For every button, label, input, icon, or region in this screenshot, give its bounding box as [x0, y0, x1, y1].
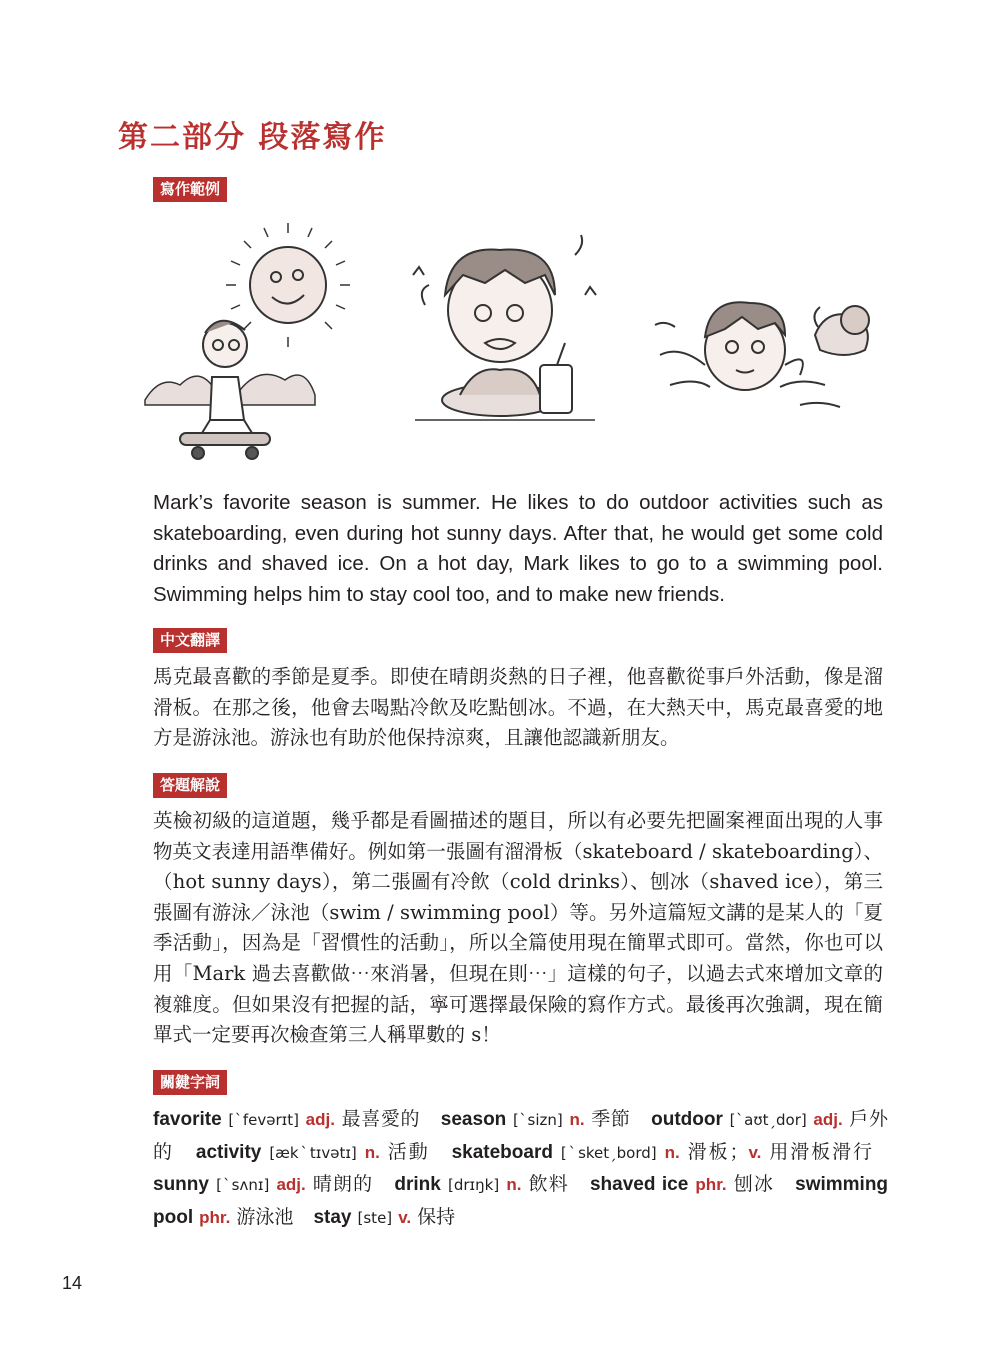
vocab-pos: n. [364, 1142, 380, 1162]
chinese-translation: 馬克最喜歡的季節是夏季。即使在晴朗炎熱的日子裡，他喜歡從事戶外活動，像是溜滑板。在那之後，他會去喝點冷飲及吃點刨冰。不過，在大熱天中，馬克最喜愛的地方是游泳池。游泳也有助於他保持涼爽，且讓他認識新朋友。 [153, 665, 883, 750]
vocab-word: sunny [153, 1174, 209, 1196]
vocab-meaning: 保持 [417, 1206, 456, 1229]
vocab-phonetic: [drɪŋk] [448, 1176, 500, 1195]
section-title: 第二部分 段落寫作 [118, 120, 387, 155]
vocab-meaning: 滑板； [687, 1140, 749, 1163]
vocab-word: stay [313, 1207, 352, 1229]
vocab-pos: phr. [199, 1208, 231, 1228]
vocab-meaning: 飲料 [528, 1173, 569, 1196]
vocab-pos-secondary: v. [748, 1142, 762, 1162]
explanation-paragraph: 英檢初級的這道題，幾乎都是看圖描述的題目，所以有必要先把圖案裡面出現的人事物英文表達用語準備好。例如第一張圖有溜滑板（skateboard / skateboarding）、（hot sunny days），第二張圖有冷飲（cold drinks）、刨冰（shaved ice），第三張圖有游泳／泳池（swim / swimming pool）等。另外這篇短文講的是某人的「夏季活動」，因為是「習慣性的活動」，所以全篇使用現在簡單式即可。當然，你也可以用「Mark 過去喜歡做⋯來消暑，但現在則⋯」這樣的句子，以過去式來增加文章的複雜度。但如果沒有把握的話，寧可選擇最保險的寫作方式。最後再次強調，現在簡單式一定要再次檢查第三人稱單數的 s！ [153, 809, 883, 1047]
vocab-entry [452, 1141, 874, 1163]
vocab-entry [313, 1206, 455, 1228]
illustration-skateboarding [140, 215, 355, 470]
vocab-meaning: 活動 [387, 1140, 430, 1163]
vocab-word: activity [195, 1141, 262, 1163]
vocab-word: swimming pool [153, 1174, 889, 1229]
illustration-swimming [650, 215, 880, 415]
vocab-pos: v. [398, 1208, 412, 1228]
vocab-phonetic: [ˋsizn] [512, 1111, 563, 1129]
vocab-pos: n. [506, 1175, 522, 1195]
vocab-word: skateboard [451, 1141, 553, 1163]
vocab-entry [196, 1141, 438, 1163]
vocab-pos: adj. [813, 1110, 843, 1129]
vocabulary-list [153, 1104, 888, 1235]
vocab-word: favorite [153, 1109, 222, 1130]
vocab-pos: adj. [305, 1110, 335, 1129]
vocab-entry [153, 1108, 427, 1130]
vocab-meaning: 季節 [591, 1108, 631, 1130]
english-paragraph: Mark’s favorite season is summer. He likes to do outdoor activities such as skateboarding, even during hot sunny days. After that, he would get some cold drinks and shaved ice. On a hot day, Mark likes to go to a swimming pool. Swimming helps him to stay cool too, and to make new friends. [153, 491, 883, 607]
label-chinese-translation: 中文翻譯 [153, 628, 227, 653]
vocab-meaning: 刨冰 [733, 1173, 774, 1196]
vocab-phonetic: [ste] [357, 1209, 393, 1228]
label-keywords: 關鍵字詞 [153, 1070, 227, 1095]
vocab-pos: adj. [276, 1175, 306, 1195]
vocab-phonetic: [ˋsʌnɪ] [216, 1176, 270, 1195]
vocab-word: drink [394, 1174, 441, 1196]
vocab-meaning: 游泳池 [236, 1206, 294, 1229]
label-explanation: 答題解說 [153, 773, 227, 798]
illustration-cold-drinks [405, 215, 605, 440]
vocab-word: shaved ice [589, 1174, 689, 1196]
vocab-meaning: 最喜愛的 [341, 1108, 421, 1130]
label-writing-example: 寫作範例 [153, 177, 227, 202]
vocab-entry [153, 1173, 380, 1195]
vocab-word: season [440, 1109, 507, 1130]
vocab-meaning-secondary: 用滑板滑行 [769, 1140, 874, 1163]
vocab-phonetic: [ækˋtɪvətɪ] [269, 1143, 357, 1162]
vocab-entry [394, 1173, 576, 1195]
vocab-meaning: 晴朗的 [312, 1173, 374, 1196]
vocab-phonetic: [ˋsketˏbord] [560, 1143, 657, 1162]
vocab-phonetic: [ˋaʊtˏdor] [729, 1111, 807, 1129]
vocab-meaning: 戶外的 [153, 1108, 888, 1163]
vocab-pos: n. [664, 1142, 680, 1162]
vocab-pos: n. [569, 1110, 585, 1129]
vocab-phonetic: [ˋfevərɪt] [228, 1111, 299, 1129]
vocab-pos: phr. [695, 1175, 727, 1195]
page-number: 14 [62, 1273, 83, 1293]
vocab-entry [590, 1173, 781, 1195]
vocab-entry [441, 1108, 637, 1130]
vocab-word: outdoor [651, 1109, 723, 1130]
